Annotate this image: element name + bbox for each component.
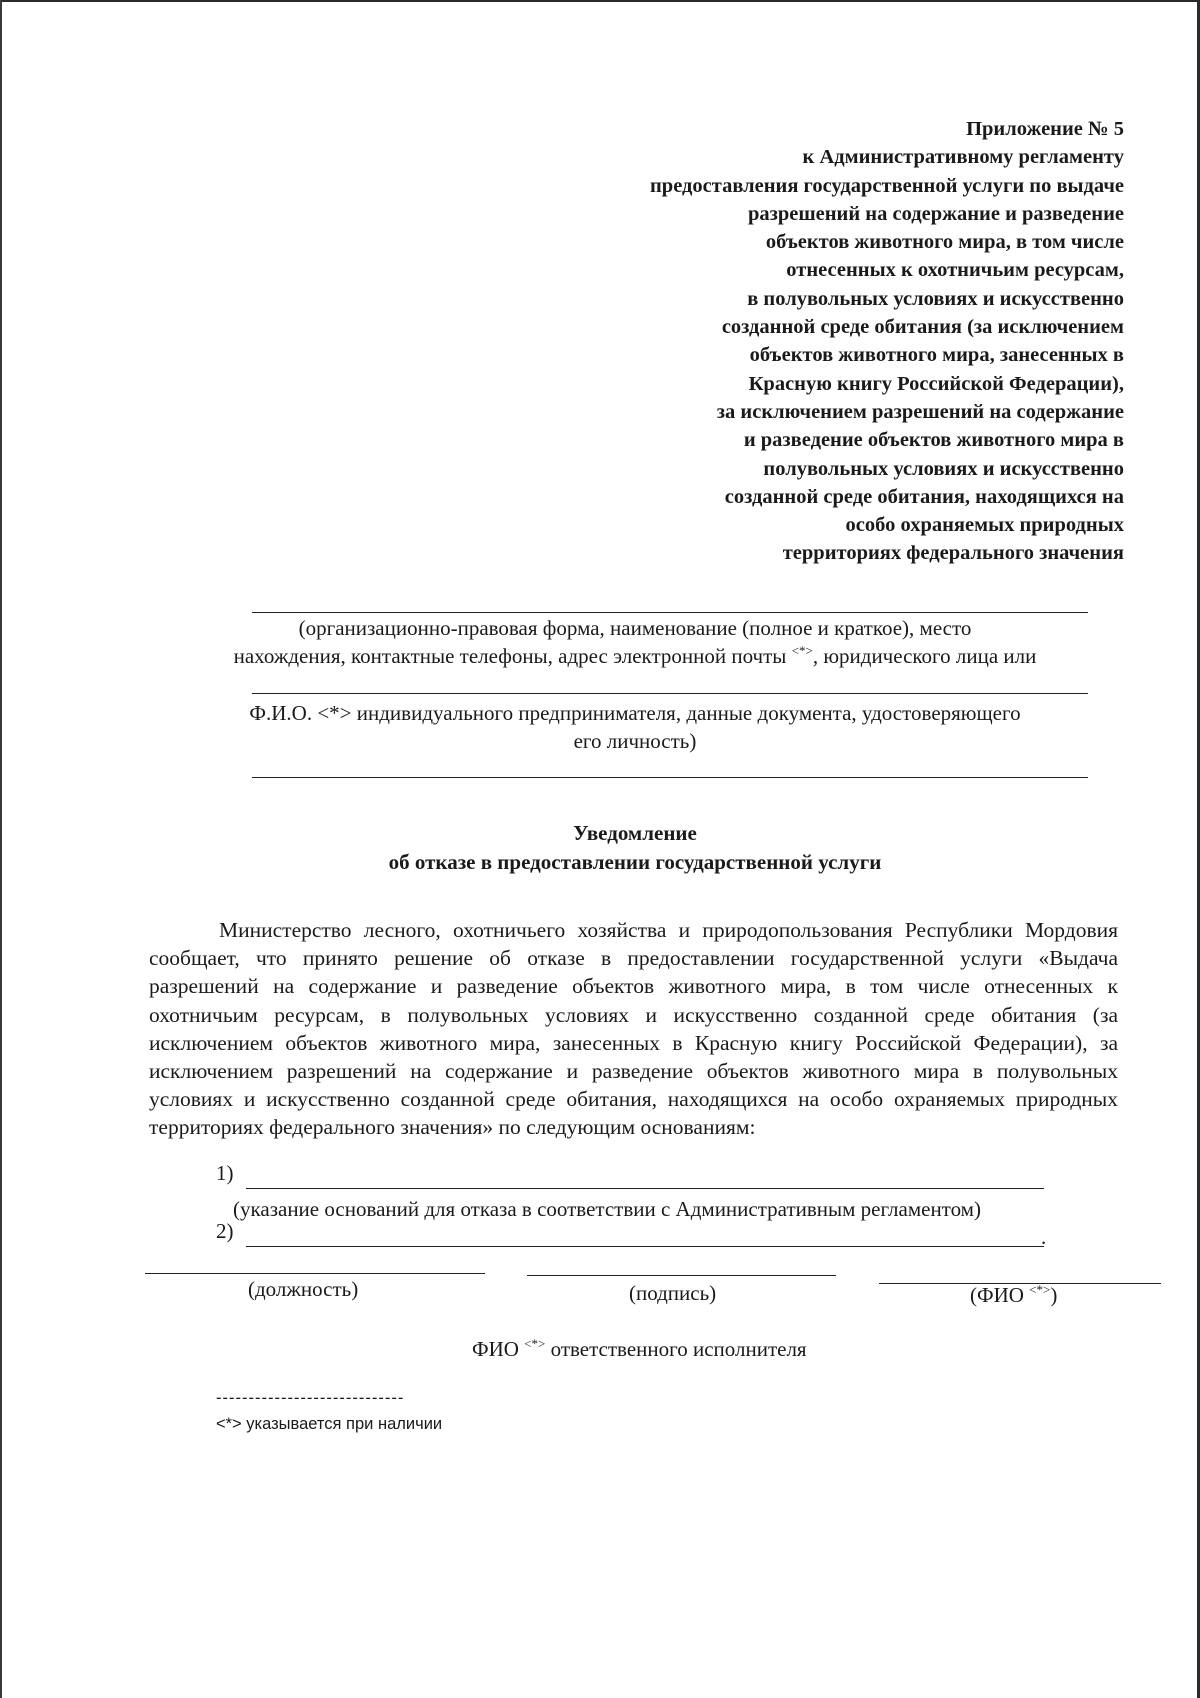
footnote-mark: <*> xyxy=(1029,1282,1051,1297)
appendix-line: Красную книгу Российской Федерации), xyxy=(748,372,1124,395)
notice-body: Министерство лесного, охотничьего хозяйства и природопользования Республики Мордовия сообщает, что принято решение об отказе в предоставлении государственной услуги «Выдача разрешений на содержание и разведение объектов животного мира, в том числе отнесенных к охотничьим ресурсам, в полувольных условиях и искусственно созданной среде обитания (за исключением объектов животного мира, занесенных в Красную книгу Российской Федерации), за исключением разрешений на содержание и разведение объектов животного мира в полувольных условиях и искусственно созданной среде обитания, находящихся на особо охраняемых природных территориях федерального значения» по следующим основаниям: xyxy=(149,918,1118,1140)
ground-caption: (указание оснований для отказа в соответствии с Административным регламентом) xyxy=(233,1197,981,1221)
footnote-separator: ----------------------------- xyxy=(216,1389,405,1407)
appendix-line: объектов животного мира, занесенных в xyxy=(749,344,1124,367)
appendix-line: объектов животного мира, в том числе xyxy=(765,231,1124,254)
notice-title-block xyxy=(150,819,1120,877)
recipient-caption-line: Ф.И.О. <*> индивидуального предпринимателя, данные документа, удостоверяющего xyxy=(249,701,1021,725)
footnote-text: <*> указывается при наличии xyxy=(216,1415,443,1433)
fio-label-text: ) xyxy=(1050,1283,1058,1307)
appendix-line: Приложение № 5 xyxy=(966,118,1124,140)
scan-edge-top xyxy=(0,0,1200,2)
fio-label-text: (ФИО xyxy=(970,1283,1030,1307)
executor-text: ответственного исполнителя xyxy=(545,1337,807,1361)
footnote-mark: <*> xyxy=(791,643,813,658)
appendix-line: полувольных условиях и искусственно xyxy=(763,457,1124,480)
ground-item-2-label: 2) xyxy=(216,1219,234,1243)
fio-label xyxy=(970,1283,1057,1308)
signature-line xyxy=(527,1275,836,1276)
ground-item-1-label: 1) xyxy=(216,1161,234,1185)
appendix-line: отнесенных к охотничьим ресурсам, xyxy=(786,259,1124,282)
executor-label xyxy=(472,1337,807,1362)
footnote-mark: <*> xyxy=(524,1336,546,1351)
notice-title: Уведомление xyxy=(573,821,697,845)
recipient-caption-line xyxy=(150,642,1120,670)
ground-item-2-line xyxy=(246,1246,1044,1247)
recipient-caption-text: нахождения, контактные телефоны, адрес электронной почты xyxy=(233,644,792,668)
ground-item-1-line xyxy=(246,1188,1044,1189)
appendix-line: особо охраняемых природных xyxy=(845,514,1124,537)
position-line xyxy=(145,1273,485,1274)
appendix-line: и разведение объектов животного мира в xyxy=(743,429,1124,452)
recipient-caption-text: , юридического лица или xyxy=(812,644,1037,668)
recipient-caption-line: его личность) xyxy=(573,729,697,753)
ground-item-2-end: . xyxy=(1041,1225,1047,1249)
appendix-header xyxy=(504,115,1124,568)
recipient-caption-a xyxy=(150,614,1120,670)
appendix-line: созданной среде обитания (за исключением xyxy=(721,316,1124,339)
appendix-line: к Административному регламенту xyxy=(802,146,1124,169)
scan-edge-left xyxy=(0,0,2,1698)
appendix-line: за исключением разрешений на содержание xyxy=(716,400,1124,423)
position-label: (должность) xyxy=(248,1277,359,1301)
signature-label: (подпись) xyxy=(629,1281,717,1305)
appendix-line: территориях федерального значения xyxy=(782,542,1124,565)
recipient-caption-line: (организационно-правовая форма, наименование (полное и краткое), место xyxy=(298,616,972,640)
appendix-line: предоставления государственной услуги по выдаче xyxy=(649,174,1124,197)
appendix-line: разрешений на содержание и разведение xyxy=(747,202,1124,225)
recipient-caption-b xyxy=(150,699,1120,755)
executor-text: ФИО xyxy=(472,1337,525,1361)
recipient-fill-line-2 xyxy=(252,693,1088,694)
appendix-line: в полувольных условиях и искусственно xyxy=(747,287,1124,310)
recipient-fill-line-3 xyxy=(252,777,1088,778)
notice-subtitle: об отказе в предоставлении государственной услуги xyxy=(388,850,882,874)
appendix-line: созданной среде обитания, находящихся на xyxy=(724,485,1124,508)
